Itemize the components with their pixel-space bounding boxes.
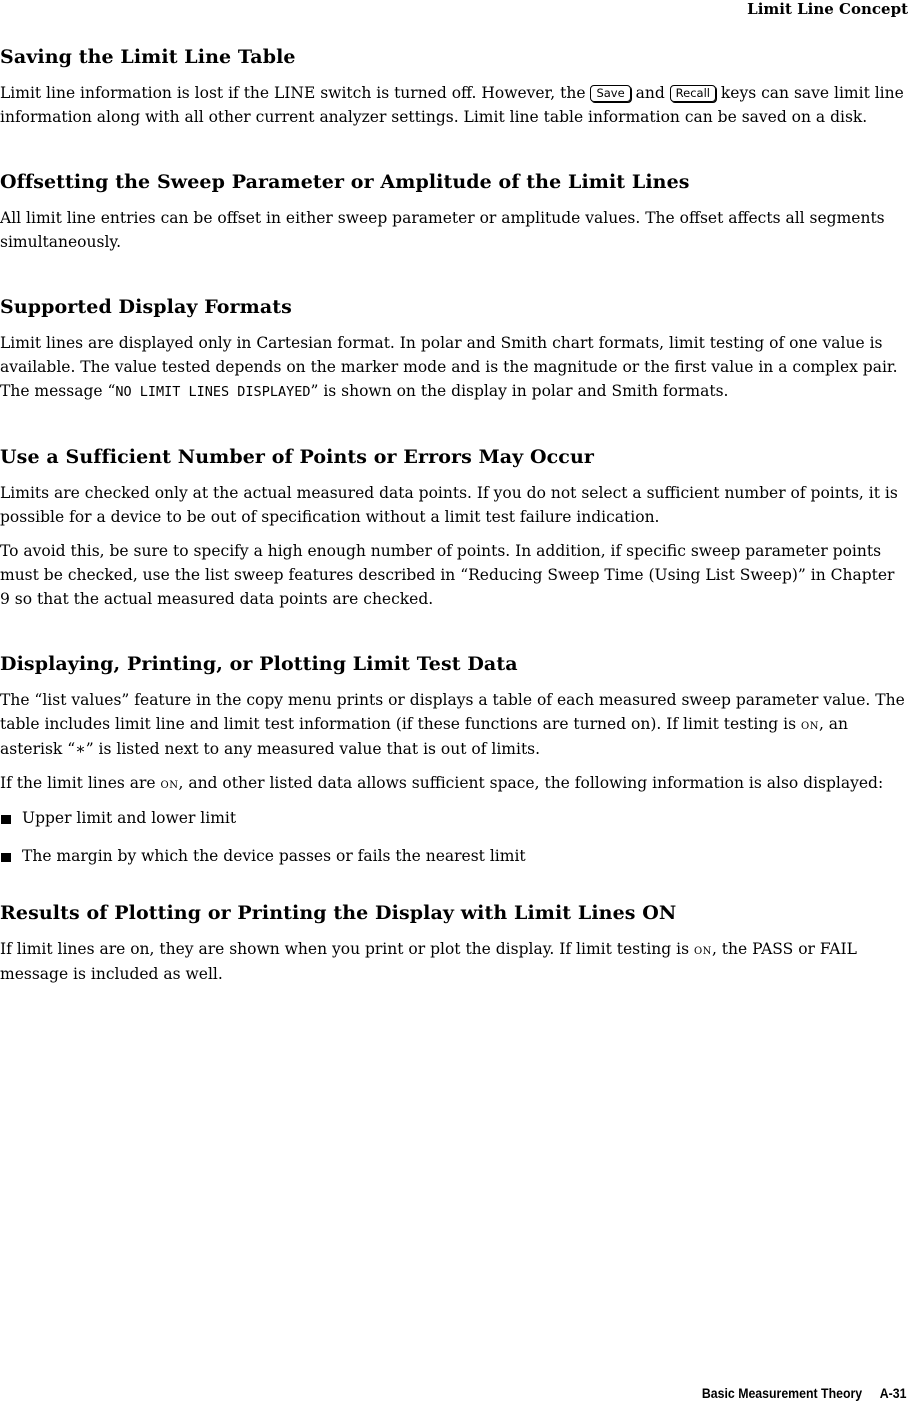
section-limit-test-data <box>0 651 908 868</box>
section-heading: Displaying, Printing, or Plotting Limit Test Data <box>0 653 518 675</box>
section-heading: Supported Display Formats <box>0 296 292 318</box>
paragraph: If the limit lines are on, and other listed data allows sufficient space, the following information is also displayed: <box>0 774 884 792</box>
section-heading: Saving the Limit Line Table <box>0 46 296 68</box>
list-item: Upper limit and lower limit <box>0 806 908 830</box>
running-footer <box>701 1384 906 1402</box>
square-bullet-icon <box>1 815 11 824</box>
save-key: Save <box>590 85 630 102</box>
square-bullet-icon <box>1 853 11 862</box>
recall-key: Recall <box>670 85 716 102</box>
page-number: A-31 <box>879 1385 906 1401</box>
bullet-list <box>0 806 908 868</box>
section-saving-limit-line-table <box>0 44 908 129</box>
footer-section-title: Basic Measurement Theory <box>701 1385 862 1401</box>
section-heading: Results of Plotting or Printing the Display with Limit Lines ON <box>0 902 677 924</box>
list-item: The margin by which the device passes or fails the nearest limit <box>0 844 908 868</box>
section-offsetting-limit-lines <box>0 169 908 254</box>
softkey-state-on: on <box>693 942 712 958</box>
page-body <box>0 44 908 996</box>
section-heading: Offsetting the Sweep Parameter or Amplitude of the Limit Lines <box>0 171 690 193</box>
paragraph: Limit lines are displayed only in Cartesian format. In polar and Smith chart formats, limit testing of one value is available. The value tested depends on the marker mode and is the magnitude or the first value in a complex pair. The message “NO LIMIT LINES DISPLAYED” is shown on the display in polar and Smith formats. <box>0 334 898 400</box>
paragraph: Limits are checked only at the actual measured data points. If you do not select a sufficient number of points, it is possible for a device to be out of specification without a limit test failure indication. <box>0 484 898 526</box>
paragraph: If limit lines are on, they are shown when you print or plot the display. If limit testing is on, the PASS or FAIL message is included as well. <box>0 940 857 983</box>
paragraph: To avoid this, be sure to specify a high enough number of points. In addition, if specific sweep parameter points must be checked, use the list sweep features described in “Reducing Sweep Time (Using List Sweep)” in Chapter 9 so that the actual measured data points are checked. <box>0 542 895 608</box>
paragraph: The “list values” feature in the copy menu prints or displays a table of each measured sweep parameter value. The table includes limit line and limit test information (if these functions are turned on). If limit testing is on, an asterisk “∗” is listed next to any measured value that is out of limits. <box>0 691 905 758</box>
softkey-state-on: on <box>160 776 179 792</box>
softkey-state-on: on <box>801 717 819 733</box>
section-sufficient-number-of-points <box>0 444 908 611</box>
section-heading: Use a Sufficient Number of Points or Errors May Occur <box>0 446 594 468</box>
paragraph: Limit line information is lost if the LINE switch is turned off. However, the Save and Recall keys can save limit line information along with all other current analyzer settings. Limit line table information can be saved on a disk. <box>0 84 904 126</box>
section-plotting-printing-limit-lines <box>0 900 908 986</box>
running-header: Limit Line Concept <box>747 0 908 18</box>
display-message: NO LIMIT LINES DISPLAYED <box>115 384 311 400</box>
section-supported-display-formats <box>0 294 908 404</box>
paragraph: All limit line entries can be offset in either sweep parameter or amplitude values. The offset affects all segments simultaneously. <box>0 209 885 251</box>
